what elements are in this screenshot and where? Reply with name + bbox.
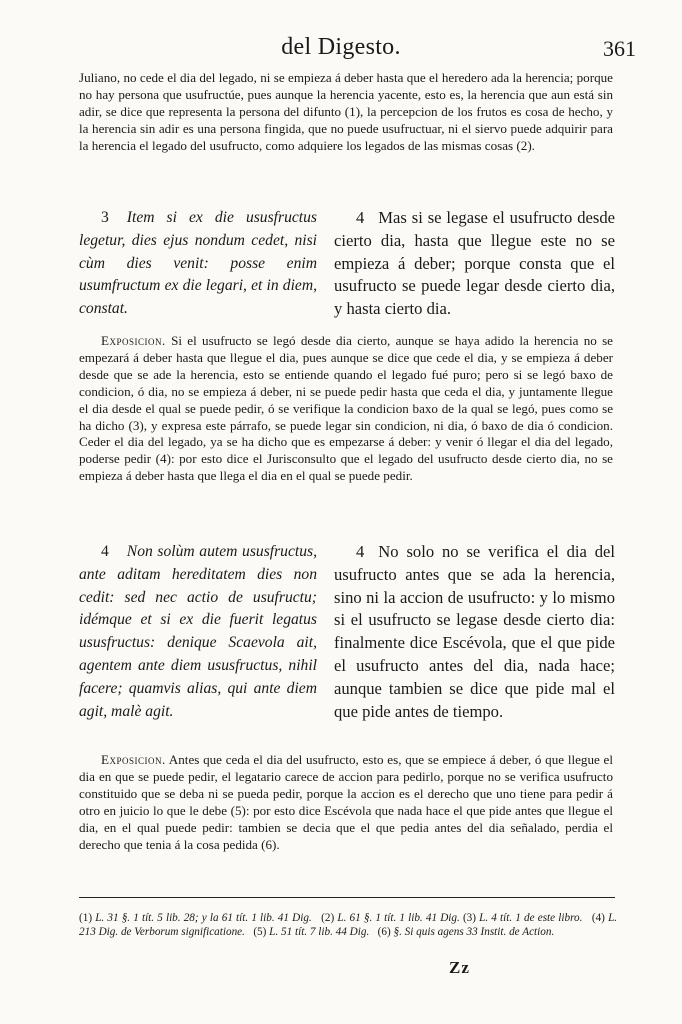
spanish-section-3 [334, 207, 615, 321]
footnote-divider [79, 897, 615, 898]
page-header [0, 28, 682, 68]
latin-section-text: Item si ex die ususfructus legetur, dies ejus nondum cedet, nisi cùm dies venit: posse enim usumfructum ex die legari, et in diem, constat. [79, 209, 317, 318]
spanish-section-number: 4 [356, 542, 365, 561]
signature-mark: Zz [449, 958, 470, 977]
latin-section-3 [79, 207, 317, 321]
running-title: del Digesto. [281, 34, 401, 60]
latin-section-number: 3 [101, 209, 109, 226]
footnote: (5) L. 51 tít. 7 lib. 44 Dig. [253, 925, 370, 938]
exposition-label: Exposicion. [101, 333, 166, 348]
intro-paragraph: Juliano, no cede el dia del legado, ni se empieza á deber hasta que el heredero ada la herencia; porque no hay persona que usufructúe, pues aunque la herencia yacente, esto es, la herencia que aun está sin adir, se dice que representa la persona del difunto (1), la percepcion de los frutos es cosa de hecho, y la herencia sin adir es una persona fingida, que no puede usufructuar, ni el siervo puede adquirir para la herencia el legado del usufructo, como adquiere los legados de las mismas cosas (2). [79, 70, 613, 153]
spanish-section-4 [334, 541, 615, 723]
footnote: (6) §. Si quis agens 33 Instit. de Action. [377, 925, 555, 938]
footnote: (4) L. 213 Dig. de Verborum significatione. [79, 912, 618, 938]
exposition-text: Si el usufructo se legó desde dia cierto, aunque se haya adido la herencia no se empezará á deber hasta que llegue el dia, pues aunque se dice que cede el dia, y se empieza á deber desde que se ade la herencia, esto se entiende quando el legado fué puro; pero si se legó baxo de condicion, ó dia, no se empieza á deber, ni se puede pedir hasta que ceda el dia, y juntamente llegue el dia desde el qual se puede pedir, ó se verifique la condicion baxo de la qual se legó, pues como se ha dicho (3), y expresa este párrafo, se puede legar sin condicion, ni dia, ó baxo de dia ó condicion. Ceder el dia del legado, ya se ha dicho que es empezarse á deber: y venir ó llegar el dia del legado, poderse pedir (4): por esto dice el Jurisconsulto que el legado del usufructo desde cierto dia, no se empieza á deber hasta que llega el dia en el qual se puede pedir. [79, 333, 613, 484]
footnote: (1) L. 31 §. 1 tít. 5 lib. 28; y la 61 tít. 1 lib. 41 Dig. [79, 912, 312, 924]
footnote: (2) L. 61 §. 1 tít. 1 lib. 41 Dig. [321, 912, 460, 924]
spanish-section-text: Mas si se legase el usufructo desde cierto dia, hasta que llegue este no se empieza á deber; porque consta que el usufructo se puede legar desde cierto dia, y hasta cierto dia. [334, 208, 615, 319]
latin-section-number: 4 [101, 543, 109, 560]
page-number: 361 [603, 36, 636, 61]
latin-section-4 [79, 541, 317, 723]
spanish-section-text: No solo no se verifica el dia del usufructo antes que se ada la herencia, sino ni la accion de usufructo: y lo mismo si el usufructo se legase desde cierto dia: finalmente dice Escévola, que el que pide el usufructo antes del dia, nada hace; aunque tambien se dice que pide mal el que pide antes de tiempo. [334, 542, 615, 721]
exposition-text: Antes que ceda el dia del usufructo, esto es, que se empiece á deber, ó que llegue el dia en que se puede pedir, el legatario carece de accion para pedirlo, porque no se verifica usufructo constituido que se deba ni se pueda pedir, porque la accion es el derecho que uno tiene para pedir á otro en juicio lo que le debe (5): por esto dice Escévola que nada hace el que pide antes que llegue el dia, en el qual puede pedir: tambien se decia que el que pedia antes del dia señalado, perdia el derecho que tenia á la cosa pedida (6). [79, 752, 613, 852]
exposition-paragraph-2 [79, 752, 613, 853]
exposition-label: Exposicion. [101, 752, 166, 767]
exposition-paragraph-1 [79, 333, 613, 485]
latin-section-text: Non solùm autem ususfructus, ante aditam hereditatem dies non cedit: sed nec actio de usufructu; idémque et si ex die fuerit legatus ususfructus: denique Scaevola ait, agentem ante diem ususfructus, nihil facere; quamvis alias, qui ante diem agit, malè agit. [79, 543, 317, 720]
footnotes [79, 912, 617, 940]
spanish-section-number: 4 [356, 208, 365, 227]
footnote: (3) L. 4 tít. 1 de este libro. [462, 912, 583, 924]
